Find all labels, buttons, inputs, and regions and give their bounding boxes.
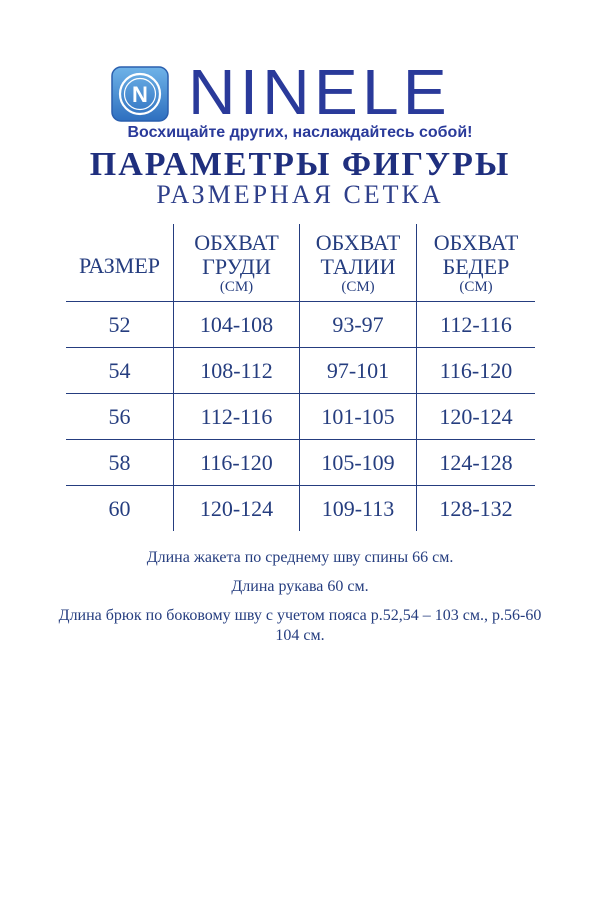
table-header-row [66, 224, 535, 302]
header-waist-line2: ТАЛИИ [320, 253, 396, 279]
header-waist-line1: ОБХВАТ [315, 229, 401, 255]
brand-header [0, 56, 600, 128]
page-subtitle: РАЗМЕРНАЯ СЕТКА [156, 180, 444, 209]
cell-chest: 120-124 [174, 486, 300, 532]
header-chest-line1: ОБХВАТ [194, 229, 279, 255]
cell-waist: 105-109 [300, 440, 417, 486]
brand-wordmark: NINELE [188, 56, 451, 128]
cell-chest: 116-120 [174, 440, 300, 486]
cell-size: 54 [66, 348, 174, 394]
table-row [66, 348, 535, 394]
cell-hips: 120-124 [417, 394, 536, 440]
header-hips-line2: БЕДЕР [442, 253, 510, 279]
header-hips-unit: (СМ) [459, 278, 493, 295]
header-waist-unit: (СМ) [341, 278, 375, 295]
header-size-label: РАЗМЕР [78, 253, 161, 278]
header-chest-unit: (СМ) [219, 278, 254, 295]
cell-chest: 112-116 [174, 394, 300, 440]
page-title: ПАРАМЕТРЫ ФИГУРЫ [89, 146, 511, 183]
measurement-notes [50, 548, 550, 655]
cell-hips: 112-116 [417, 302, 536, 348]
header-chest [174, 224, 300, 302]
note-sleeve-length: Длина рукава 60 см. [231, 578, 369, 595]
brand-tagline: Восхищайте других, наслаждайтесь собой! [127, 124, 473, 141]
header-chest-line2: ГРУДИ [202, 253, 271, 279]
table-row [66, 440, 535, 486]
header-hips-line1: ОБХВАТ [433, 229, 519, 255]
cell-chest: 104-108 [174, 302, 300, 348]
cell-size: 56 [66, 394, 174, 440]
cell-waist: 93-97 [300, 302, 417, 348]
cell-size: 60 [108, 495, 131, 521]
header-size [66, 224, 174, 302]
logo-letter: N [132, 82, 148, 107]
cell-chest: 108-112 [174, 348, 300, 394]
cell-waist: 101-105 [300, 394, 417, 440]
size-chart-table [66, 224, 535, 531]
cell-waist: 109-113 [300, 486, 417, 532]
cell-waist: 97-101 [300, 348, 417, 394]
table-row [66, 302, 535, 348]
cell-hips: 124-128 [417, 440, 536, 486]
table-row [66, 486, 535, 532]
cell-hips: 116-120 [417, 348, 536, 394]
cell-size: 52 [66, 302, 174, 348]
header-hips [417, 224, 536, 302]
note-jacket-length: Длина жакета по среднему шву спины 66 см. [146, 549, 454, 566]
cell-size: 58 [66, 440, 174, 486]
header-waist [300, 224, 417, 302]
cell-hips: 128-132 [439, 495, 513, 521]
logo-icon [111, 66, 169, 122]
note-trousers-length: Длина брюк по боковому шву с учетом пояса р.52,54 – 103 см., р.56-60 104 см. [58, 607, 542, 644]
table-row [66, 394, 535, 440]
